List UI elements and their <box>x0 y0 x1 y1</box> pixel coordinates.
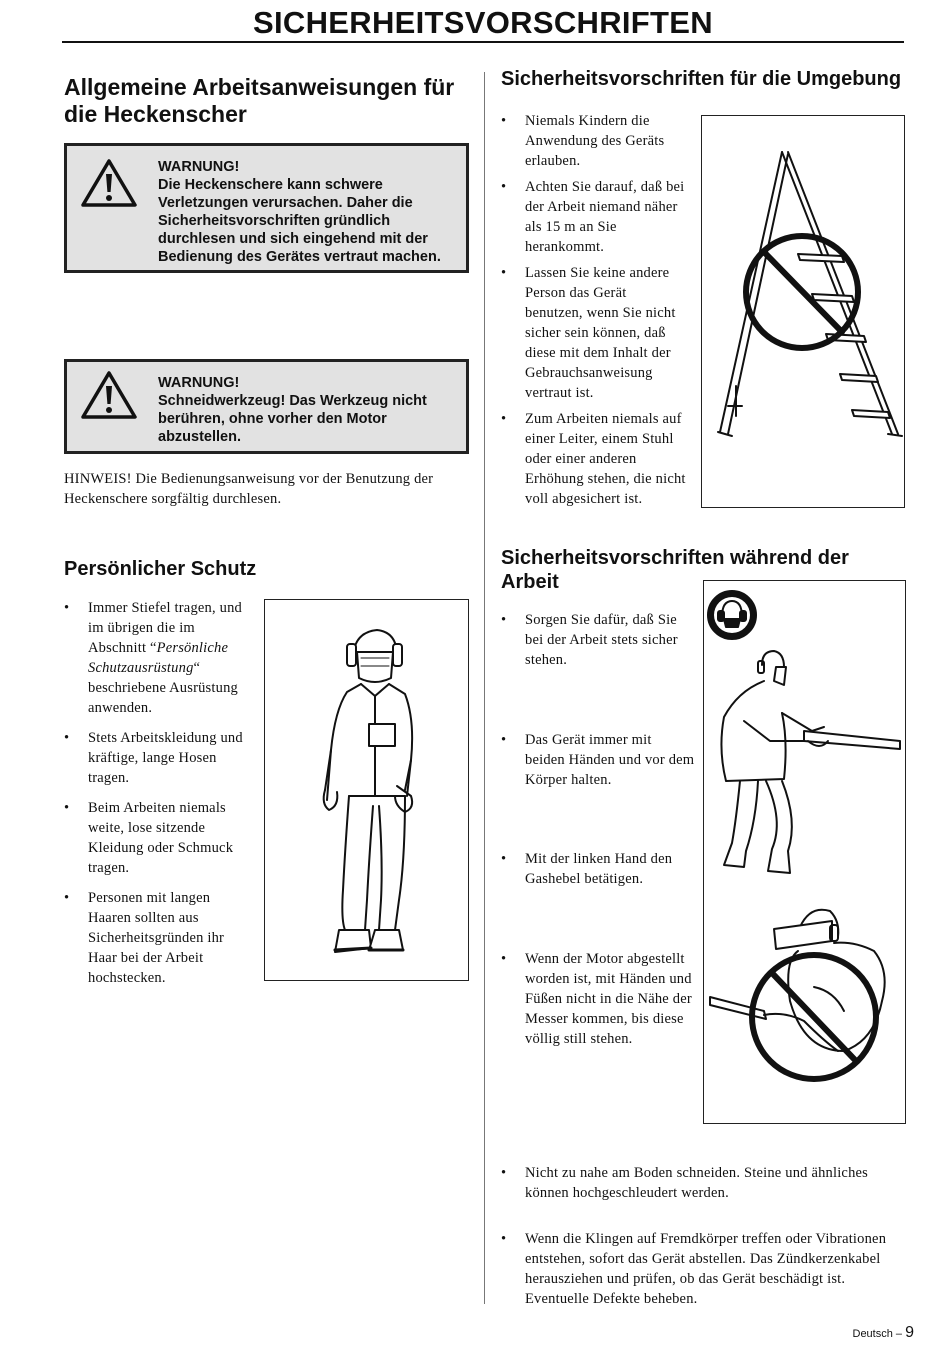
warning-1-label: WARNUNG! <box>158 159 240 175</box>
list-item: • Mit der linken Hand den Gashebel betätigen. <box>500 849 695 889</box>
warning-1-body: Die Heckenschere kann schwere Verletzungen verursachen. Daher die Sicherheitsvorschriften gründlich durchlesen und sich eingehend mit der Bedienung des Gerätes vertraut machen. <box>158 177 441 265</box>
protective-equipment-icon <box>708 591 756 639</box>
warning-2-label: WARNUNG! <box>158 375 240 391</box>
list-item: • Das Gerät immer mit beiden Händen und vor dem Körper halten. <box>500 730 695 790</box>
warning-box-1 <box>64 143 469 273</box>
warning-box-2 <box>64 359 469 454</box>
heading-environment: Sicherheitsvorschriften für die Umgebung <box>501 68 902 90</box>
list-item: • Stets Arbeitskleidung und kräftige, lange Hosen tragen. <box>63 728 251 788</box>
page-title: SICHERHEITSVORSCHRIFTEN <box>253 5 713 40</box>
list-item: • Sorgen Sie dafür, daß Sie bei der Arbeit stets sicher stehen. <box>500 610 695 670</box>
list-item: • Personen mit langen Haaren sollten aus Sicherheitsgründen ihr Haar bei der Arbeit hochstecken. <box>63 888 251 988</box>
list-item: • Nicht zu nahe am Boden schneiden. Steine und ähnliches können hochgeschleudert werden. <box>500 1163 905 1203</box>
list-item: • Achten Sie darauf, daß bei der Arbeit niemand näher als 15 m an Sie herankommt. <box>500 177 688 257</box>
list-item: • Zum Arbeiten niemals auf einer Leiter, einem Stuhl oder einer anderen Erhöhung stehen, die nicht voll abgesichert ist. <box>500 409 688 509</box>
list-item: • Wenn die Klingen auf Fremdkörper treffen oder Vibrationen entstehen, sofort das Gerät abstellen. Das Zündkerzenkabel herausziehen und prüfen, ob das Gerät beschädigt ist. Eventuelle Defekte beheben. <box>500 1229 905 1309</box>
list-item: • Immer Stiefel tragen, und im übrigen die im Abschnitt “Persönliche Schutzausrüstung“ beschriebene Ausrüstung anwenden. <box>63 598 251 718</box>
list-item: • Beim Arbeiten niemals weite, lose sitzende Kleidung oder Schmuck tragen. <box>63 798 251 878</box>
list-item: • Wenn der Motor abgestellt worden ist, mit Händen und Füßen nicht in die Nähe der Messer kommen, bis diese völlig still stehen. <box>500 949 695 1049</box>
illustration-ladder-prohibited <box>701 115 905 508</box>
protection-list <box>63 598 251 988</box>
note-text: HINWEIS! Die Bedienungsanweisung vor der Benutzung der Heckenschere sorgfältig durchlesen. <box>64 471 434 507</box>
list-item: • Lassen Sie keine andere Person das Gerät benutzen, wenn Sie nicht sicher sein können, daß diese mit dem Inhalt der Gebrauchsanweisung vertraut ist. <box>500 263 688 403</box>
footer-language: Deutsch – <box>852 1328 903 1340</box>
warning-2-body: Schneidwerkzeug! Das Werkzeug nicht berühren, ohne vorher den Motor abzustellen. <box>158 393 427 445</box>
warning-1-text <box>158 158 456 266</box>
warning-2-text <box>158 374 456 446</box>
page-footer <box>853 1324 915 1342</box>
illustration-work-safety <box>703 580 906 1124</box>
illustration-protective-clothing <box>264 599 469 981</box>
heading-personal-protection: Persönlicher Schutz <box>64 558 257 580</box>
warning-triangle-icon <box>81 370 137 420</box>
title-rule <box>62 41 904 43</box>
heading-general-instructions: Allgemeine Arbeitsanweisungen für die Heckenscher <box>64 74 455 127</box>
list-item: • Niemals Kindern die Anwendung des Geräts erlauben. <box>500 111 688 171</box>
heading-during-work: Sicherheitsvorschriften während der Arbeit <box>501 547 849 593</box>
page-number: 9 <box>905 1324 914 1341</box>
environment-list <box>500 111 688 509</box>
column-divider <box>484 72 485 1304</box>
warning-triangle-icon <box>81 158 137 208</box>
